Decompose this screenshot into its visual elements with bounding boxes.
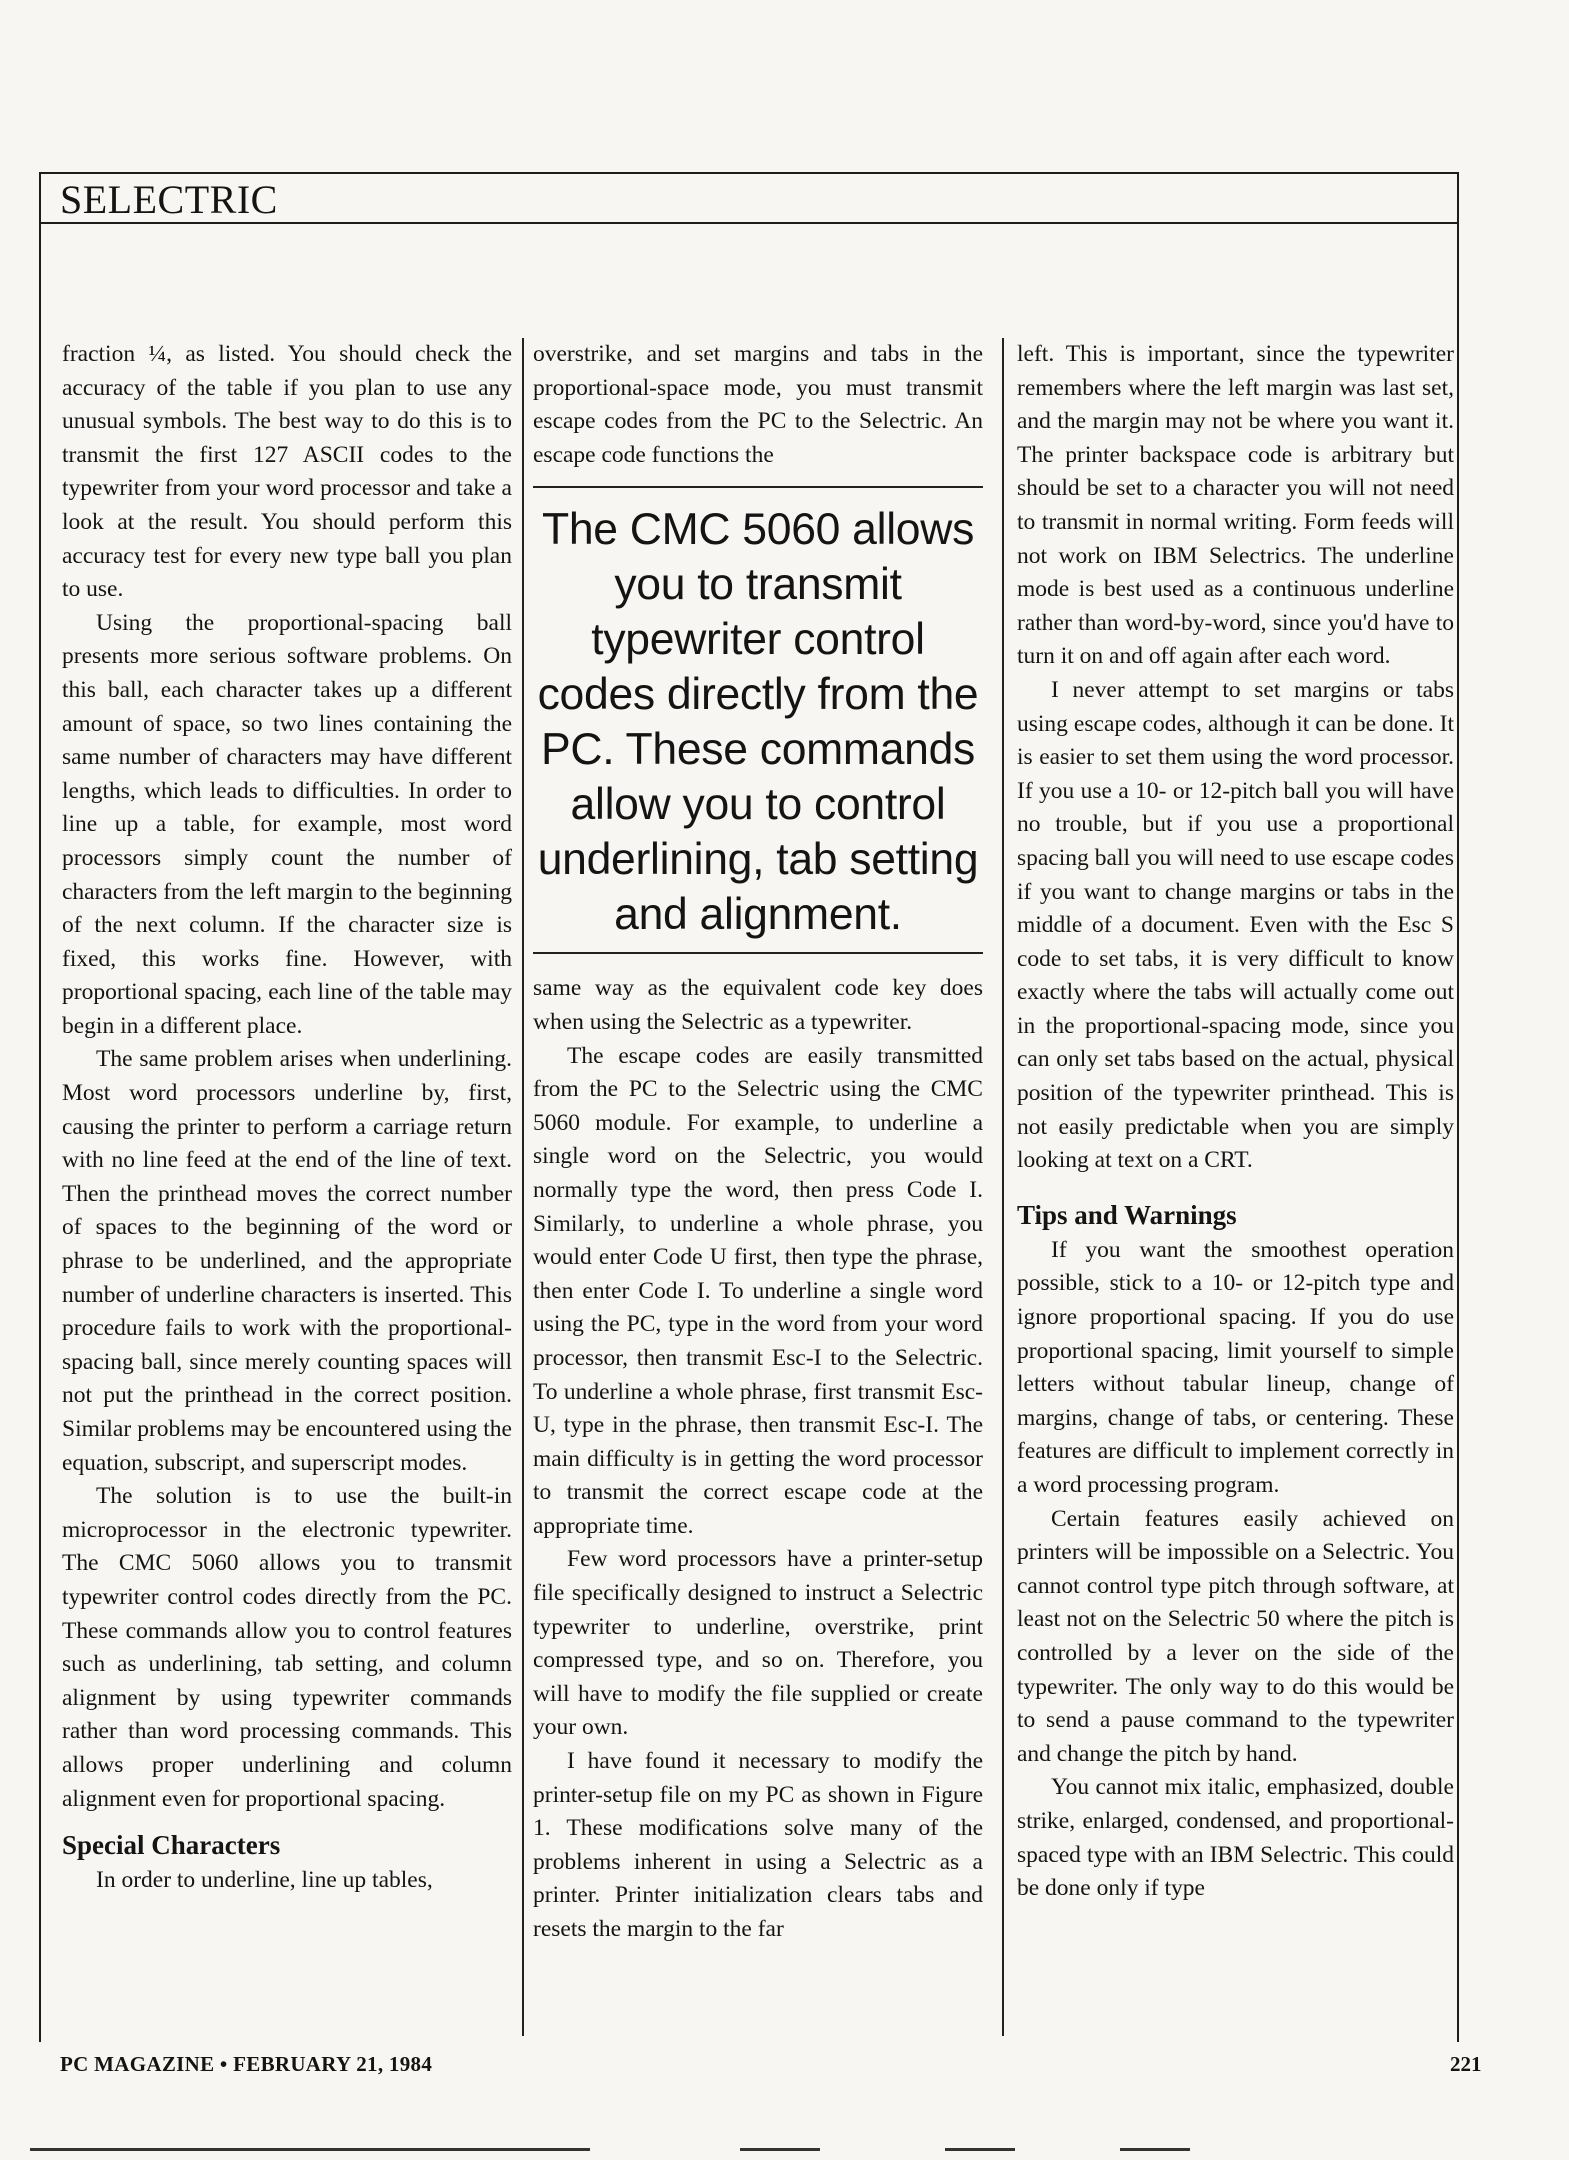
section-title: SELECTRIC — [60, 177, 278, 222]
paragraph: fraction ¼, as listed. You should check the accuracy of the table if you plan to use any unusual symbols. The best way to do this is to transmit the first 127 ASCII codes to the typewriter from your word processor and take a look at the result. You should perform this accuracy test for every new type ball you plan to use. — [62, 341, 512, 603]
paragraph: In order to underline, line up tables, — [96, 1867, 433, 1894]
column-divider-1 — [522, 338, 524, 2036]
paragraph: You cannot mix italic, emphasized, double strike, enlarged, condensed, and proportional-spaced type with an IBM Selectric. This could be done only if type — [1017, 1774, 1454, 1902]
subheading-tips-and-warnings: Tips and Warnings — [1017, 1199, 1237, 1230]
paragraph: The escape codes are easily transmitted from the PC to the Selectric using the CMC 5060 module. For example, to underline a single word on the Selectric, you would normally type the word, then press Code I. Similarly, to underline a whole phrase, you would enter Code U first, then type the phrase, then enter Code I. To underline a single word using the PC, type in the word from your word processor, then transmit Esc-I to the Selectric. To underline a whole phrase, first transmit Esc-U, type in the phrase, then transmit Esc-I. The main difficulty is in getting the word processor to transmit the correct escape code at the appropriate time. — [533, 1042, 983, 1539]
paragraph: The same problem arises when underlining. Most word processors underline by, first, causing the printer to perform a carriage return with no line feed at the end of the line of text. Then the printhead moves the correct number of spaces to the beginning of the word or phrase to be underlined, and the appropriate number of underline characters is inserted. This procedure fails to work with the proportional-spacing ball, since merely counting spaces will not put the printhead in the correct position. Similar problems may be encountered using the equation, subscript, and superscript modes. — [62, 1046, 512, 1476]
bottom-rule — [740, 2148, 820, 2151]
pull-quote: The CMC 5060 allows you to transmit typewriter control codes directly from the PC. These commands allow you to control underlining, tab setting and alignment. — [533, 486, 983, 954]
paragraph: The solution is to use the built-in microprocessor in the electronic typewriter. The CMC 5060 allows you to transmit typewriter control codes directly from the PC. These commands allow you to control features such as underlining, tab setting, and column alignment by using typewriter commands rather than word processing commands. This allows proper underlining and column alignment even for proportional spacing. — [62, 1483, 512, 1812]
paragraph: overstrike, and set margins and tabs in the proportional-space mode, you must transmit escape codes from the PC to the Selectric. An escape code functions the — [533, 341, 983, 468]
column-3 — [1017, 338, 1454, 1906]
bottom-rule — [1120, 2148, 1190, 2151]
paragraph: same way as the equivalent code key does when using the Selectric as a typewriter. — [533, 975, 983, 1035]
column-divider-2 — [1002, 338, 1004, 2036]
paragraph: I have found it necessary to modify the printer-setup file on my PC as shown in Figure 1. These modifications solve many of the problems inherent in using a Selectric as a printer. Printer initialization clears tabs and resets the margin to the far — [533, 1748, 983, 1942]
paragraph: If you want the smoothest operation possible, stick to a 10- or 12-pitch type and ignore proportional spacing. If you do use proportional spacing, limit yourself to simple letters without tabular lineup, change of margins, change of tabs, or centering. These features are difficult to implement correctly in a word processing program. — [1017, 1236, 1454, 1498]
paragraph: Few word processors have a printer-setup file specifically designed to instruct a Selectric typewriter to underline, overstrike, print compressed type, and so on. Therefore, you will have to modify the file supplied or create your own. — [533, 1546, 983, 1741]
paragraph: I never attempt to set margins or tabs using escape codes, although it can be done. It is easier to set them using the word processor. If you use a 10- or 12-pitch ball you will have no trouble, but if you use a proportional spacing ball you will need to use escape codes if you want to change margins or tabs in the middle of a document. Even with the Esc S code to set tabs, it is very difficult to know exactly where the tabs will actually come out in the proportional-spacing mode, since you can only set tabs based on the actual, physical position of the typewriter printhead. This is not easily predictable when you are simply looking at text on a CRT. — [1017, 676, 1454, 1174]
paragraph: Certain features easily achieved on printers will be impossible on a Selectric. You cannot control type pitch through software, at least not on the Selectric 50 where the pitch is controlled by a lever on the side of the typewriter. The only way to do this would be to send a pause command to the typewriter and change the pitch by hand. — [1017, 1505, 1454, 1767]
bottom-rule — [945, 2148, 1015, 2151]
bottom-rule — [30, 2148, 590, 2151]
column-2 — [533, 338, 983, 1947]
column-1 — [62, 338, 512, 1898]
paragraph: Using the proportional-spacing ball presents more serious software problems. On this ball, each character takes up a different amount of space, so two lines containing the same number of characters may have different lengths, which leads to difficulties. In order to line up a table, for example, most word processors simply count the number of characters from the left margin to the beginning of the next column. If the character size is fixed, this works fine. However, with proportional spacing, each line of the table may begin in a different place. — [62, 609, 512, 1039]
footer-page-number: 221 — [1450, 2052, 1482, 2076]
paragraph: left. This is important, since the typewriter remembers where the left margin was last set, and the margin may not be where you want it. The printer backspace code is arbitrary but should be set to a character you will not need to transmit in normal writing. Form feeds will not work on IBM Selectrics. The underline mode is best used as a continuous underline rather than word-by-word, since you'd have to turn it on and off again after each word. — [1017, 341, 1454, 670]
footer-publication: PC MAGAZINE • FEBRUARY 21, 1984 — [60, 2052, 433, 2076]
subheading-special-characters: Special Characters — [62, 1830, 281, 1861]
